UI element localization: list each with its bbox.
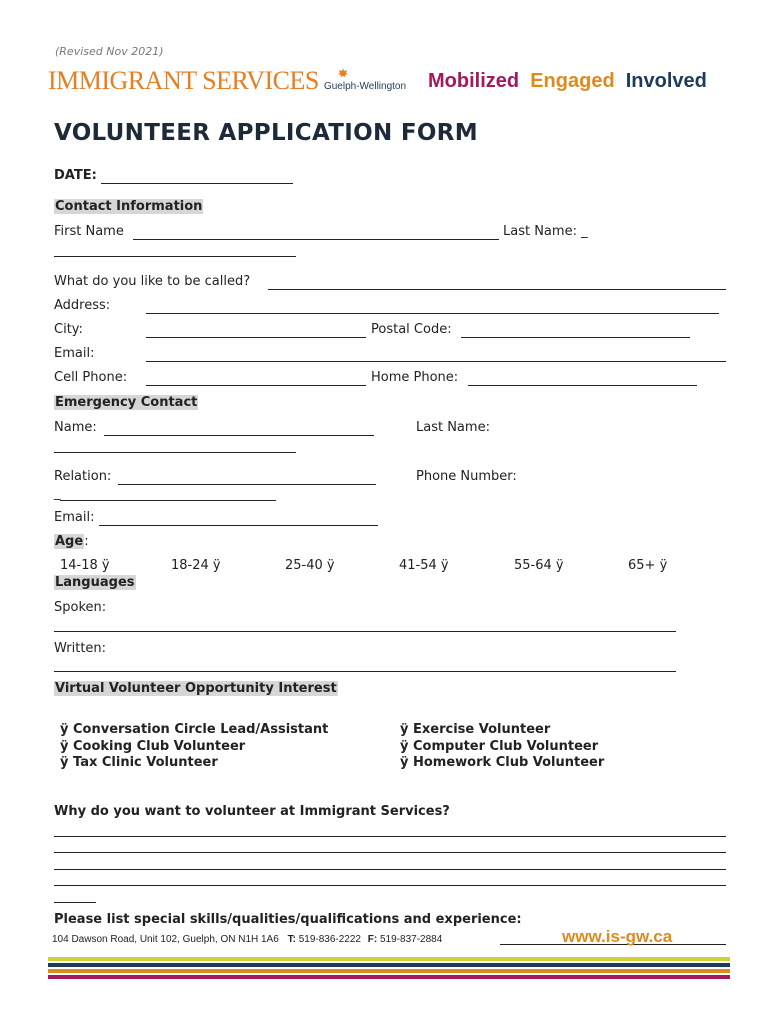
maple-leaf-icon (338, 68, 348, 80)
cell-phone-label: Cell Phone: (54, 370, 128, 385)
age-option-55-64[interactable]: 55-64 ÿ (514, 558, 564, 573)
age-option-65-plus[interactable]: 65+ ÿ (628, 558, 668, 573)
footer-stripe-orange (48, 969, 730, 973)
logo-subtitle: Guelph-Wellington (323, 81, 407, 92)
logo-wordmark: IMMIGRANT SERVICES (48, 66, 319, 95)
first-name-field[interactable] (133, 239, 499, 240)
skills-question: Please list special skills/qualities/qualifications and experience: (54, 912, 522, 927)
option-conversation-circle[interactable]: ÿ Conversation Circle Lead/Assistant (60, 722, 329, 737)
age-option-25-40[interactable]: 25-40 ÿ (285, 558, 335, 573)
website-link[interactable]: www.is-gw.ca (562, 927, 673, 946)
date-field[interactable] (101, 183, 293, 184)
fax-number: 519-837-2884 (380, 934, 443, 945)
first-name-label: First Name (54, 224, 124, 239)
footer-stripe-green (48, 957, 730, 961)
tagline-engaged: Engaged (530, 70, 615, 92)
tagline (428, 70, 707, 93)
option-homework-club[interactable]: ÿ Homework Club Volunteer (400, 755, 605, 770)
option-tax-clinic[interactable]: ÿ Tax Clinic Volunteer (60, 755, 218, 770)
emergency-heading: Emergency Contact (55, 395, 198, 410)
called-field[interactable] (268, 289, 726, 290)
age-heading: Age: (55, 534, 89, 549)
why-question: Why do you want to volunteer at Immigrant Services? (54, 804, 450, 819)
why-answer-line-3[interactable] (54, 869, 726, 870)
why-answer-line-4[interactable] (54, 885, 726, 886)
age-option-41-54[interactable]: 41-54 ÿ (399, 558, 449, 573)
footer-stripe-magenta (48, 975, 730, 979)
why-answer-line-2[interactable] (54, 852, 726, 853)
footer-stripe-navy (48, 963, 730, 967)
called-label: What do you like to be called? (54, 274, 251, 289)
emergency-last-name-label: Last Name: (416, 420, 490, 435)
relation-field[interactable] (118, 484, 376, 485)
tagline-involved: Involved (625, 70, 707, 92)
age-option-14-18[interactable]: 14-18 ÿ (60, 558, 110, 573)
email-label: Email: (54, 346, 95, 361)
last-name-field[interactable] (54, 256, 296, 257)
emergency-email-field[interactable] (99, 525, 378, 526)
written-field[interactable] (54, 671, 676, 672)
footer-contact (52, 934, 442, 945)
phone-number: 519-836-2222 (298, 934, 361, 945)
fax-label: F: (367, 934, 378, 945)
emergency-name-label: Name: (54, 420, 97, 435)
address-label: Address: (54, 298, 111, 313)
tagline-mobilized: Mobilized (428, 70, 520, 92)
city-label: City: (54, 322, 83, 337)
written-label: Written: (54, 641, 107, 656)
virtual-heading: Virtual Volunteer Opportunity Interest (55, 681, 337, 696)
home-phone-field[interactable] (468, 385, 697, 386)
emergency-name-field[interactable] (104, 435, 374, 436)
option-computer-club[interactable]: ÿ Computer Club Volunteer (400, 739, 599, 754)
phone-number-prefix: _ (54, 486, 61, 501)
home-phone-label: Home Phone: (371, 370, 459, 385)
age-option-18-24[interactable]: 18-24 ÿ (171, 558, 221, 573)
phone-label: T: (287, 934, 296, 945)
emergency-last-name-field[interactable] (54, 452, 296, 453)
option-cooking-club[interactable]: ÿ Cooking Club Volunteer (60, 739, 246, 754)
cell-phone-field[interactable] (146, 385, 366, 386)
city-field[interactable] (146, 337, 366, 338)
phone-number-label: Phone Number: (416, 469, 517, 484)
revised-note: (Revised Nov 2021) (55, 45, 164, 58)
date-label: DATE: (54, 168, 97, 183)
contact-heading: Contact Information (55, 199, 203, 214)
page-title: VOLUNTEER APPLICATION FORM (54, 120, 478, 146)
address-field[interactable] (146, 313, 719, 314)
postal-code-label: Postal Code: (371, 322, 452, 337)
footer-address: 104 Dawson Road, Unit 102, Guelph, ON N1H 1A6 (52, 934, 279, 945)
spoken-label: Spoken: (54, 600, 107, 615)
languages-heading: Languages (55, 575, 135, 590)
email-field[interactable] (146, 361, 726, 362)
organization-logo (48, 66, 406, 96)
postal-code-field[interactable] (461, 337, 690, 338)
option-exercise[interactable]: ÿ Exercise Volunteer (400, 722, 551, 737)
phone-number-field[interactable] (60, 500, 276, 501)
why-answer-line-5[interactable] (54, 902, 96, 903)
why-answer-line-1[interactable] (54, 836, 726, 837)
last-name-label: Last Name: _ (503, 224, 588, 239)
emergency-email-label: Email: (54, 510, 95, 525)
relation-label: Relation: (54, 469, 112, 484)
spoken-field[interactable] (54, 631, 676, 632)
